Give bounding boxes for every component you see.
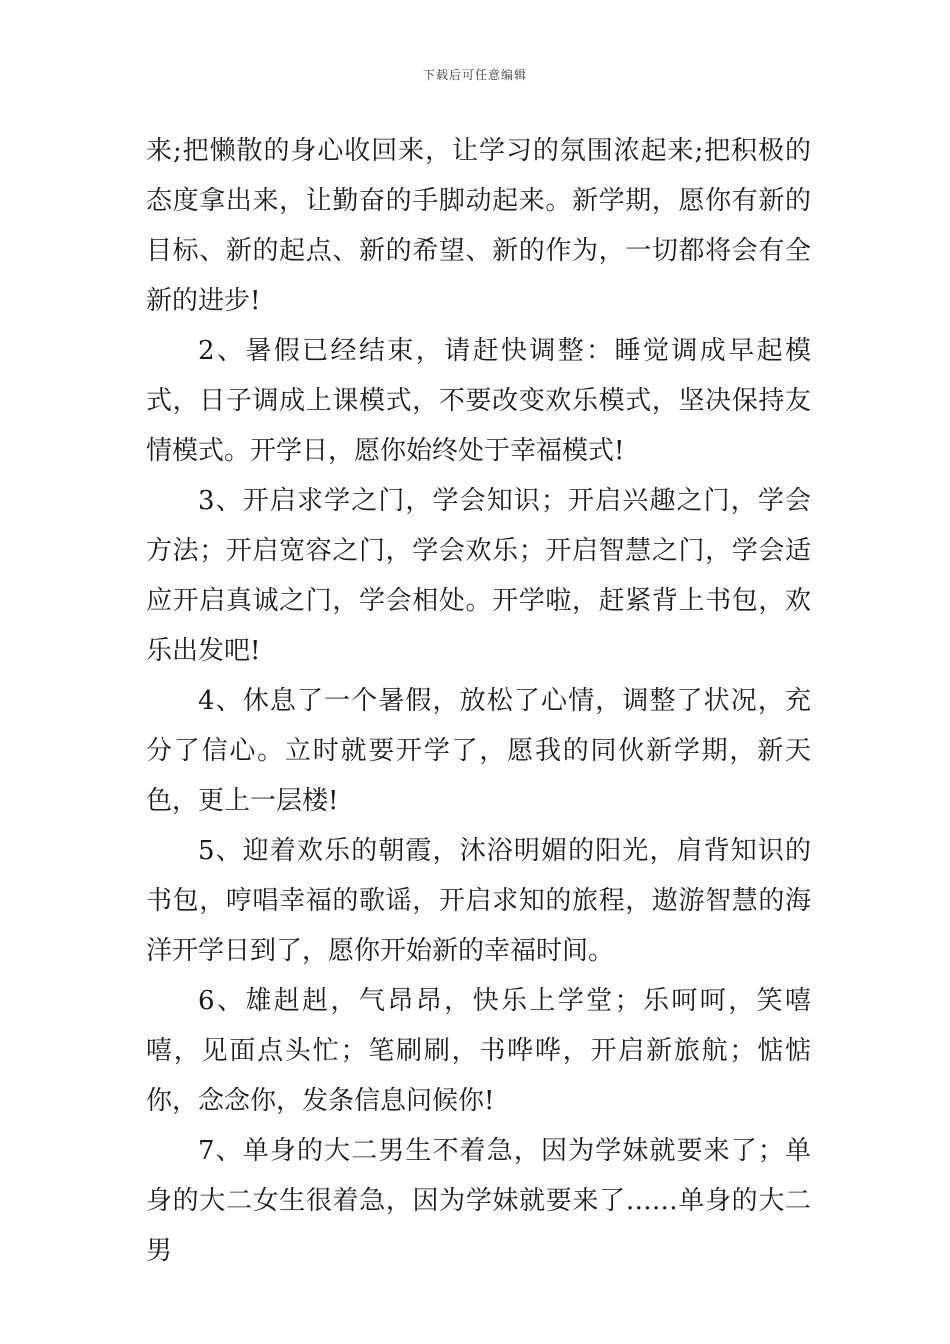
page-header: 下载后可任意编辑 — [422, 68, 527, 82]
paragraph-5: 5、迎着欢乐的朝霞，沐浴明媚的阳光，肩背知识的书包，哼唱幸福的歌谣，开启求知的旅程，遨游智慧的海洋开学日到了，愿你开始新的幸福时间。 — [146, 836, 811, 966]
document-body — [146, 126, 811, 1276]
paragraph-1: 来;把懒散的身心收回来，让学习的氛围浓起来;把积极的态度拿出来，让勤奋的手脚动起来。新学期，愿你有新的目标、新的起点、新的希望、新的作为，一切都将会有全新的进步! — [146, 136, 811, 316]
paragraph-3: 3、开启求学之门，学会知识；开启兴趣之门，学会方法；开启宽容之门，学会欢乐；开启智慧之门，学会适应开启真诚之门，学会相处。开学啦，赶紧背上书包，欢乐出发吧! — [146, 486, 811, 666]
paragraph-2: 2、暑假已经结束，请赶快调整：睡觉调成早起模式，日子调成上课模式，不要改变欢乐模式，坚决保持友情模式。开学日，愿你始终处于幸福模式! — [146, 336, 811, 466]
paragraph-7: 7、单身的大二男生不着急，因为学妹就要来了；单身的大二女生很着急，因为学妹就要来了……单身的大二男 — [146, 1136, 811, 1266]
paragraph-4: 4、休息了一个暑假，放松了心情，调整了状况，充分了信心。立时就要开学了，愿我的同伙新学期，新天色，更上一层楼! — [146, 686, 811, 816]
paragraph-6: 6、雄赳赳，气昂昂，快乐上学堂；乐呵呵，笑嘻嘻，见面点头忙；笔刷刷，书哗哗，开启新旅航；惦惦你，念念你，发条信息问候你! — [146, 986, 811, 1116]
